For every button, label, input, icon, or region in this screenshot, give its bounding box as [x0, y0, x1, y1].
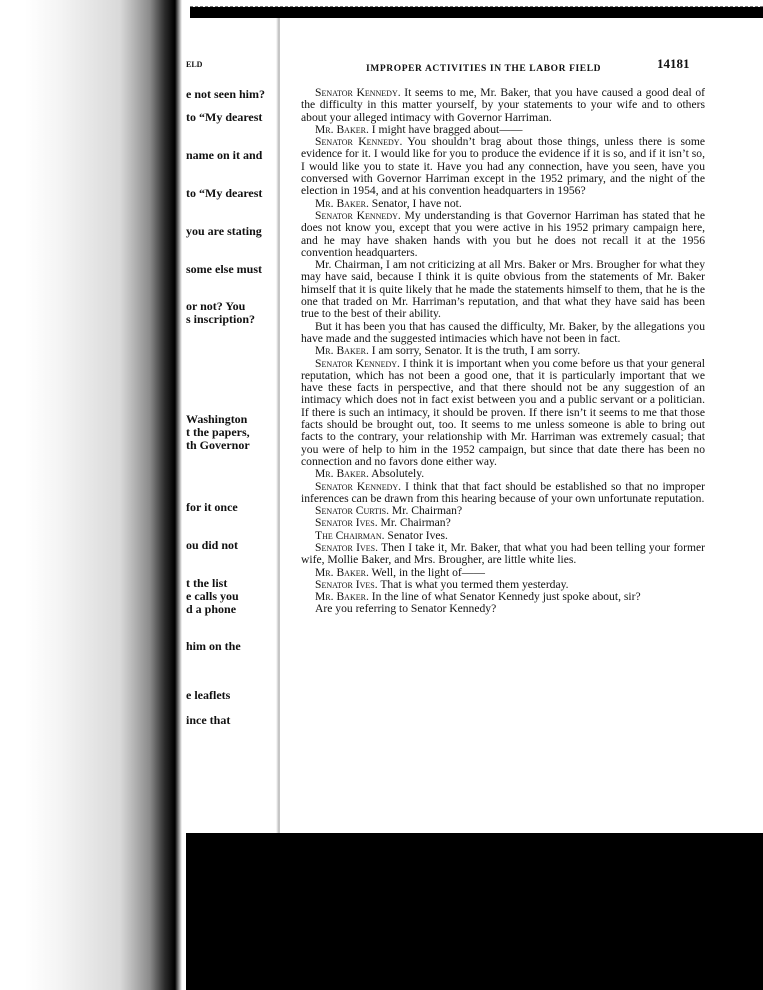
left-page-line: him on the: [186, 639, 241, 653]
paragraph-text: I might have bragged about——: [368, 122, 523, 136]
left-page-line: s inscription?: [186, 312, 256, 326]
paragraph-text: Mr. Chairman?: [377, 516, 451, 530]
left-page-line: name on it and: [186, 148, 263, 162]
speaker-name: Senator Kennedy.: [315, 86, 401, 99]
left-page-line: t the papers,: [186, 425, 250, 439]
left-page-line: for it once: [186, 500, 238, 514]
speaker-name: Senator Kennedy.: [315, 479, 402, 493]
speaker-name: Senator Kennedy.: [315, 135, 403, 149]
left-page-line: you are stating: [186, 224, 262, 238]
speaker-name: Senator Ives.: [315, 516, 378, 530]
left-page-line: ELD: [186, 60, 203, 69]
document-page: [280, 18, 763, 833]
transcript-paragraph: [301, 542, 705, 567]
paragraph-text: Senator, I have not.: [368, 196, 462, 210]
paragraph-text: That is what you termed them yesterday.: [377, 577, 569, 591]
speaker-name: Senator Kennedy.: [315, 208, 401, 222]
left-page-line: th Governor: [186, 438, 250, 452]
paragraph-text: I think it is important when you come before us that your general reputation, which has not been a good one, that it is particularly important that we have these facts in perspective, and that there should not be any suggestion of an intimacy which does not in fact exist between you and a public servant or a politician. If there is such an intimacy, it should be proven. If there isn’t it seems to me that those facts should be brought out, too. It seems to me unless someone is able to bring out facts to the contrary, your relationship with Mr. Harriman was extremely casual; that you were of help to him in the 1952 campaign, but since that date there has been no connection and no favors done either way.: [301, 356, 705, 468]
speaker-name: Mr. Baker.: [315, 590, 369, 604]
paragraph-text: Are you referring to Senator Kennedy?: [315, 602, 497, 616]
left-page-line: ou did not: [186, 538, 239, 552]
left-page-line: to “My dearest: [186, 186, 263, 200]
paragraph-text: Mr. Chairman?: [389, 504, 463, 518]
paragraph-text: Senator Ives.: [384, 528, 448, 542]
speaker-name: Mr. Baker.: [315, 122, 369, 136]
speaker-name: Mr. Baker.: [315, 344, 369, 358]
transcript-paragraph: [301, 87, 705, 124]
speaker-name: Senator Ives.: [315, 540, 379, 554]
speaker-name: Mr. Baker.: [315, 565, 369, 579]
page-number: 14181: [657, 56, 690, 71]
speaker-name: Mr. Baker.: [315, 196, 369, 210]
paragraph-text: Then I take it, Mr. Baker, that what you had been telling your former wife, Mollie Baker, and Mrs. Brougher, are little white lies.: [301, 540, 705, 567]
paragraph-text: Mr. Chairman, I am not criticizing at all Mrs. Baker or Mrs. Brougher for what they may have said, because I think it is quite obvious from the statements of Mr. Baker himself that it is quite likely that he made the statements himself to them, that he is the one that traded on Mr. Harriman’s reputation, and that what they have said has been true to the best of their ability.: [301, 258, 705, 321]
left-page-line: e calls you: [186, 589, 239, 603]
left-page-line: t the list: [186, 576, 228, 590]
scanner-left-margin: [0, 0, 190, 990]
scanner-bottom-background: [186, 833, 763, 990]
paragraph-text: Well, in the light of——: [368, 565, 485, 579]
paragraph-text: I am sorry, Senator. It is the truth, I am sorry.: [368, 344, 581, 358]
left-page-line: Washington: [186, 412, 248, 426]
transcript-paragraph: [301, 136, 705, 197]
paragraph-text: You shouldn’t brag about those things, unless there is some evidence for it. I would like for you to produce the evidence if it is so, and if it isn’t so, I would like you to state it. Have you had any connection, have you seen, have you conversed with Governor Harriman except in the 1952 primary, and the night of the election in 1954, and at his convention headquarters in 1956?: [301, 135, 705, 198]
left-page-line: d a phone: [186, 602, 237, 616]
paragraph-text: But it has been you that has caused the difficulty, Mr. Baker, by the allegations you have made and the suggested intimacies which have not been in fact.: [301, 319, 705, 345]
body-text: [301, 87, 705, 616]
paragraph-text: In the line of what Senator Kennedy just spoke about, sir?: [368, 590, 641, 604]
speaker-name: Senator Kennedy.: [315, 356, 400, 370]
left-page-line: some else must: [186, 262, 262, 276]
left-facing-page: [186, 18, 281, 833]
left-page-line: e not seen him?: [186, 87, 265, 101]
speaker-name: Senator Curtis.: [315, 504, 390, 518]
transcript-paragraph: [301, 210, 705, 259]
paragraph-text: I think that that fact should be established so that no improper inferences can be drawn from this hearing because of your own unfortunate reputation.: [301, 479, 705, 505]
transcript-paragraph: [301, 321, 705, 346]
running-header: IMPROPER ACTIVITIES IN THE LABOR FIELD: [366, 64, 602, 74]
transcript-paragraph: [301, 259, 705, 320]
left-page-line: e leaflets: [186, 688, 231, 702]
left-page-line: to “My dearest: [186, 110, 263, 124]
paragraph-text: My understanding is that Governor Harriman has stated that he does not know you, except that you were active in his 1952 primary campaign here, and he may have shaken hands with you but he does not recall it at the 1956 convention headquarters.: [301, 208, 705, 259]
left-page-line: or not? You: [186, 299, 246, 313]
paragraph-text: Absolutely.: [368, 467, 425, 481]
paragraph-text: It seems to me, Mr. Baker, that you have caused a good deal of the difficulty in this matter yourself, by your statements to your wife and to others about your alleged intimacy with Governor Harriman.: [301, 86, 705, 124]
transcript-paragraph: [301, 603, 705, 615]
speaker-name: The Chairman.: [315, 528, 385, 542]
speaker-name: Senator Ives.: [315, 577, 378, 591]
transcript-paragraph: [301, 481, 705, 506]
transcript-paragraph: [301, 358, 705, 469]
speaker-name: Mr. Baker.: [315, 467, 369, 481]
left-page-line: ince that: [186, 713, 231, 727]
